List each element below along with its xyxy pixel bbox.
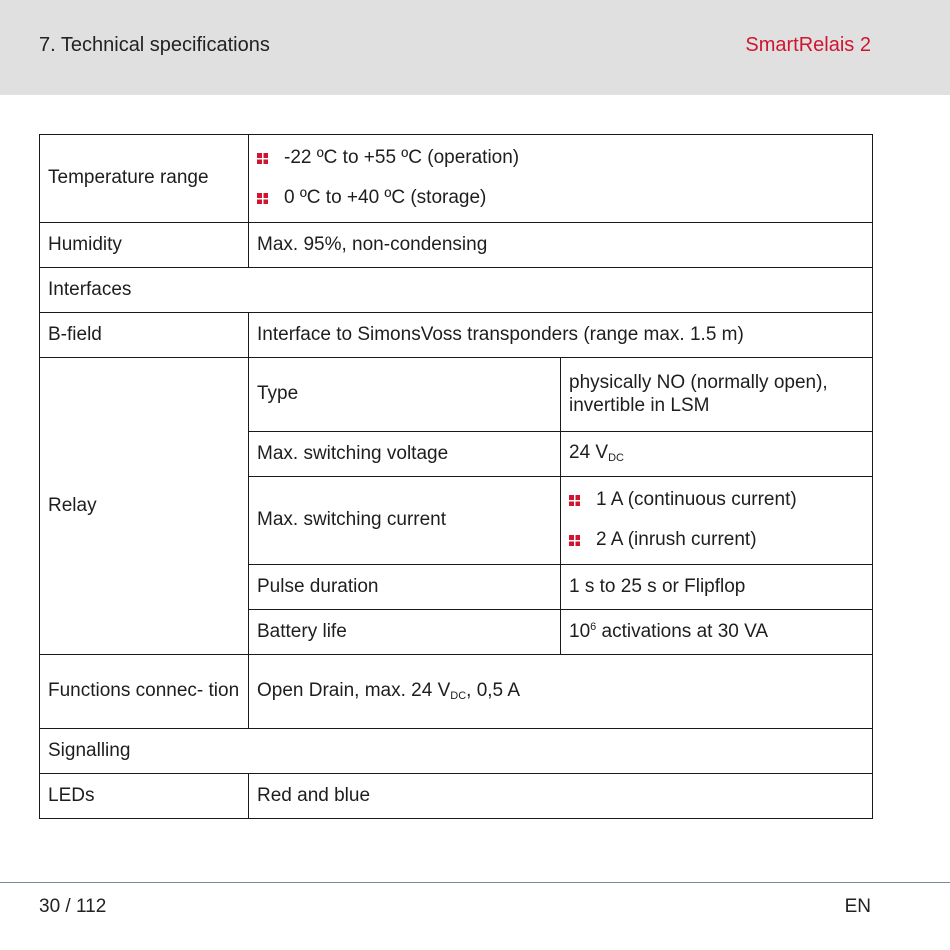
page-number: 30 / 112 [39,896,107,917]
bullet-list [569,481,864,561]
temperature-operation: -22 ºC to +55 ºC (operation) [284,147,520,169]
table-row [40,268,873,313]
interfaces-heading: Interfaces [40,268,873,313]
row-label-functions-connection: Functions connec- tion [40,655,249,729]
relay-current-values [561,477,873,565]
list-item [257,179,864,219]
table-row [40,774,873,819]
bullet-icon [257,193,268,204]
specifications-table [39,134,873,819]
list-item [569,481,864,521]
page-header [0,0,950,95]
table-row [40,655,873,729]
section-title: 7. Technical specifications [39,34,270,56]
leds-value: Red and blue [249,774,873,819]
row-label-humidity: Humidity [40,223,249,268]
voltage-number: 24 V [569,442,609,464]
relay-pulse-value: 1 s to 25 s or Flipflop [561,565,873,610]
row-label-relay: Relay [40,358,249,655]
b-field-value: Interface to SimonsVoss transponders (range max. 1.5 m) [249,313,873,358]
table-row [40,358,873,432]
functions-connection-value [249,655,873,729]
row-label-b-field: B-field [40,313,249,358]
relay-voltage-value [561,432,873,477]
bullet-icon [569,535,580,546]
bullet-list [257,139,864,219]
table-row [40,135,873,223]
relay-battery-label: Battery life [249,610,561,655]
row-label-leds: LEDs [40,774,249,819]
battery-base: 10 [569,620,591,642]
voltage-unit-subscript: DC [608,452,624,465]
language-code: EN [844,896,871,917]
table-row [40,223,873,268]
table-row [40,313,873,358]
bullet-icon [257,153,268,164]
functions-unit-subscript: DC [450,689,467,702]
current-inrush: 2 A (inrush current) [596,529,757,551]
functions-value-pre: Open Drain, max. 24 V [257,679,451,701]
temperature-storage: 0 ºC to +40 ºC (storage) [284,187,487,209]
temperature-values [249,135,873,223]
footer-divider [0,882,950,883]
current-continuous: 1 A (continuous current) [596,489,797,511]
list-item [257,139,864,179]
table-row [40,729,873,774]
bullet-icon [569,495,580,506]
battery-rest: activations at 30 VA [596,620,769,642]
relay-type-value: physically NO (normally open), invertible in LSM [561,358,873,432]
relay-pulse-label: Pulse duration [249,565,561,610]
list-item [569,521,864,561]
functions-value-post: , 0,5 A [466,679,521,701]
relay-type-label: Type [249,358,561,432]
product-name: SmartRelais 2 [745,34,871,56]
signalling-heading: Signalling [40,729,873,774]
relay-battery-value [561,610,873,655]
row-label-temperature: Temperature range [40,135,249,223]
relay-voltage-label: Max. switching voltage [249,432,561,477]
humidity-value: Max. 95%, non-condensing [249,223,873,268]
relay-current-label: Max. switching current [249,477,561,565]
battery-exponent: 6 [590,620,597,633]
